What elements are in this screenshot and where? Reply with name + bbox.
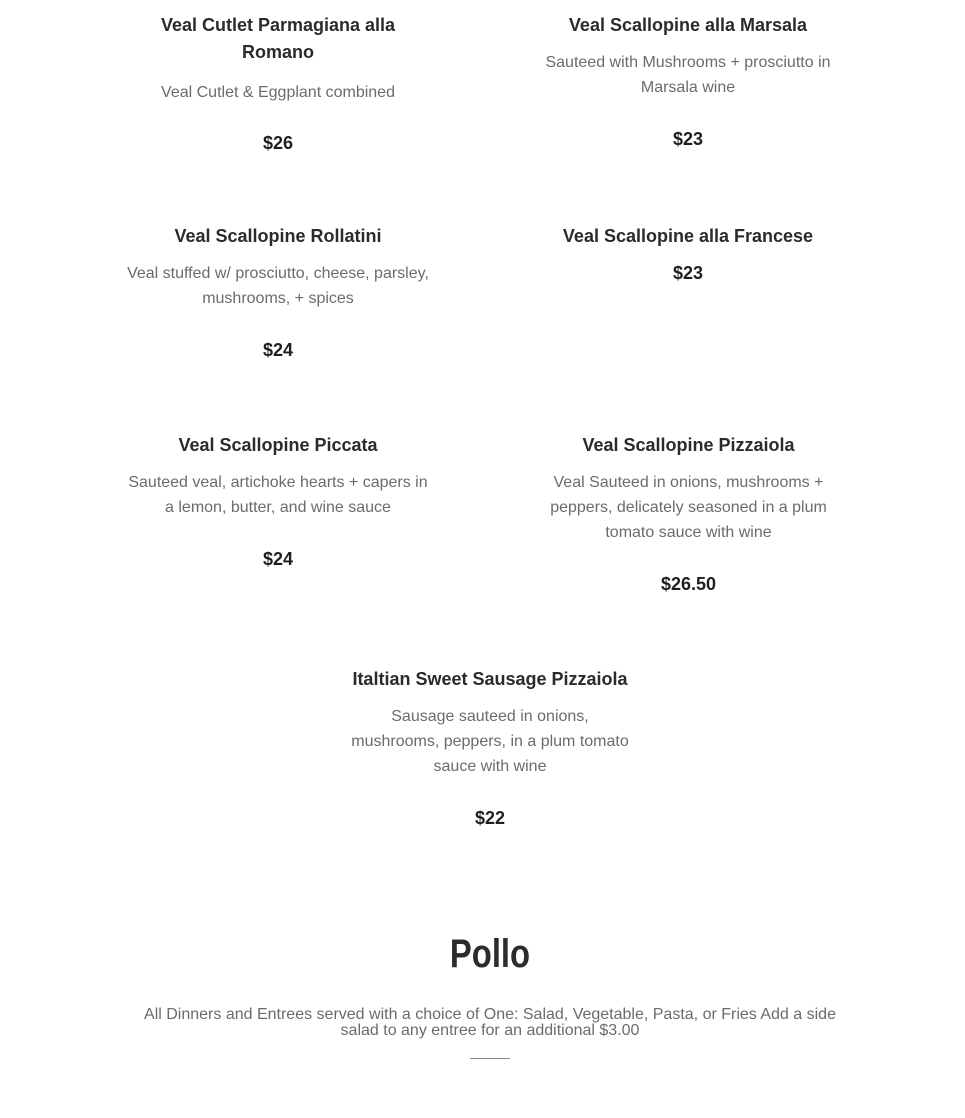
menu-item-price: $23 — [672, 263, 704, 283]
section-note: All Dinners and Entrees served with a choice of One: Salad, Vegetable, Pasta, or Fries Add a side salad to any entree for an additional $3.00 — [144, 1006, 836, 1039]
section-title-pollo: Pollo — [449, 932, 531, 976]
menu-item-veal-scallopine-piccata — [124, 432, 432, 571]
menu-item-title: Veal Scallopine alla Francese — [562, 226, 814, 246]
menu-item-price: $23 — [672, 129, 704, 149]
menu-item-veal-scallopine-pizzaiola — [545, 432, 832, 596]
menu-item-price: $22 — [474, 808, 506, 828]
menu-item-title: Veal Scallopine alla Marsala — [568, 15, 808, 35]
menu-item-price: $26.50 — [660, 574, 717, 594]
menu-item-sweet-sausage-pizzaiola — [340, 666, 640, 830]
menu-item-title: Veal Cutlet Parmagiana alla Romano — [160, 15, 396, 62]
menu-item-description: Veal stuffed w/ prosciutto, cheese, parsley, mushrooms, + spices — [127, 265, 429, 307]
menu-item-veal-cutlet-parmagiana — [140, 12, 416, 155]
menu-item-description: Veal Cutlet & Eggplant combined — [161, 84, 395, 101]
menu-item-veal-scallopine-francese — [540, 223, 836, 285]
section-divider — [470, 1058, 510, 1059]
menu-item-title: Italtian Sweet Sausage Pizzaiola — [352, 669, 628, 689]
menu-item-title: Veal Scallopine Pizzaiola — [582, 435, 795, 455]
menu-item-veal-scallopine-marsala — [540, 12, 836, 151]
menu-item-price: $26 — [262, 133, 294, 153]
menu-item-veal-scallopine-rollatini — [124, 223, 432, 362]
menu-item-title: Veal Scallopine Piccata — [178, 435, 378, 455]
menu-item-description: Veal Sauteed in onions, mushrooms + peppers, delicately seasoned in a plum tomato sauce with wine — [550, 474, 827, 541]
menu-item-description: Sauteed with Mushrooms + prosciutto in Marsala wine — [545, 54, 831, 96]
menu-item-price: $24 — [262, 340, 294, 360]
menu-item-price: $24 — [262, 549, 294, 569]
menu-item-description: Sausage sauteed in onions, mushrooms, peppers, in a plum tomato sauce with wine — [351, 708, 629, 775]
menu-item-title: Veal Scallopine Rollatini — [174, 226, 382, 246]
menu-item-description: Sauteed veal, artichoke hearts + capers in a lemon, butter, and wine sauce — [128, 474, 428, 516]
